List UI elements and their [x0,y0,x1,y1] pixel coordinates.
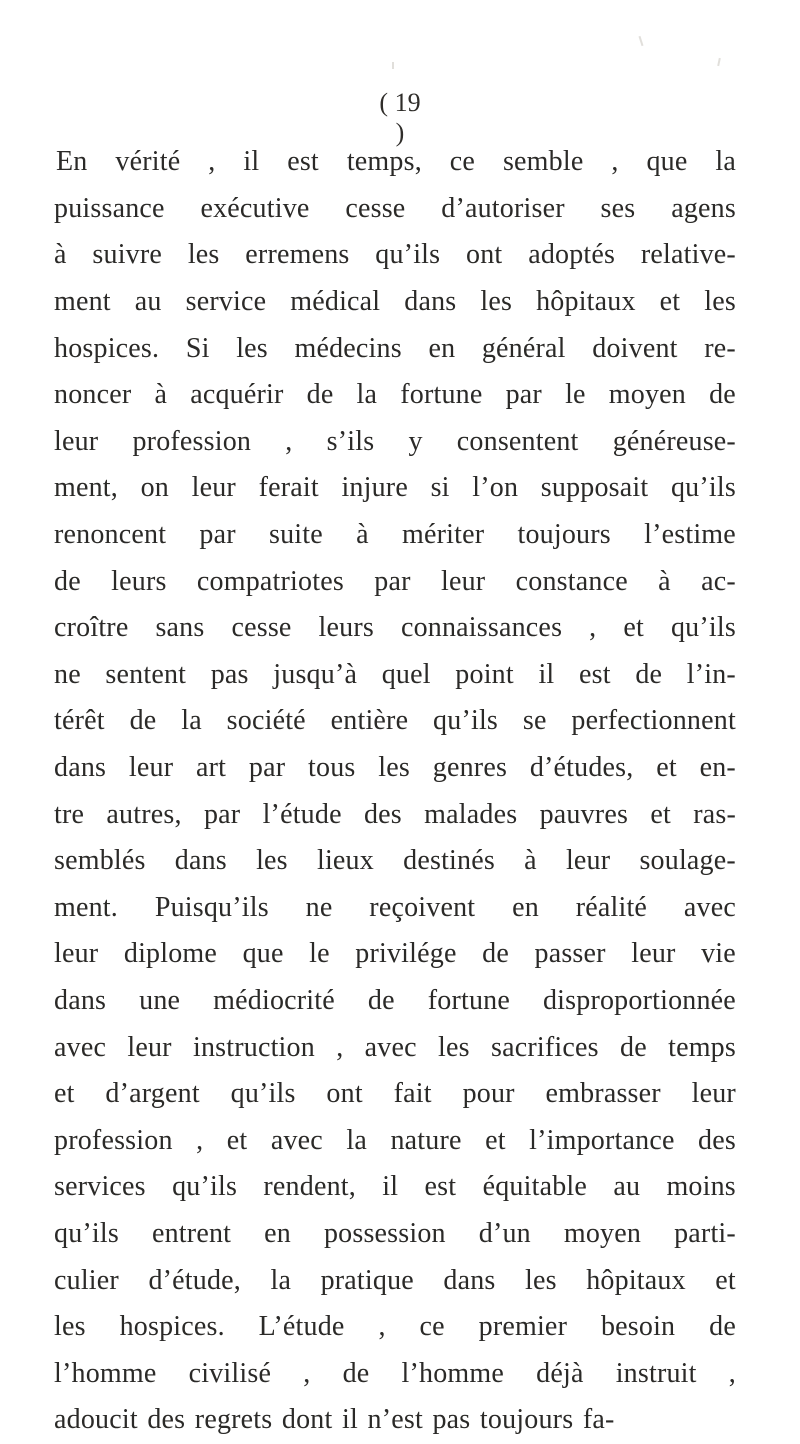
text-word: genres [432,752,508,784]
text-word: ses [600,192,636,224]
text-word: à [356,519,369,551]
text-word: hôpitaux [586,1264,686,1296]
text-word: malades [424,798,518,830]
text-word: en [264,1217,291,1249]
text-word: dont [281,1404,333,1436]
text-word: y [408,425,423,457]
text-word: pas [210,658,249,690]
text-word: que [646,146,688,178]
text-word: déjà [536,1357,584,1389]
text-word: le [565,379,586,411]
text-word: l’on [472,472,519,504]
text-word: médecins [294,332,402,364]
text-word: dans [404,286,457,318]
text-line [54,1117,736,1164]
text-word: sans [155,612,205,644]
text-word: leur [631,938,676,970]
text-word: équitable [482,1171,587,1203]
text-word: réalité [575,891,648,923]
text-word: de [482,938,509,970]
text-word: L’étude [258,1311,345,1343]
text-word: , [196,1124,204,1156]
text-word: constance [515,565,628,597]
text-word: de [709,1311,736,1343]
text-word: il [382,1171,399,1203]
text-word: temps [668,1031,736,1063]
text-word: noncer [54,379,132,411]
text-word: leur [440,565,486,597]
text-word: fortune [427,984,510,1016]
text-word: point [455,658,514,690]
text-word: leur [691,1078,736,1110]
text-word: diplome [123,938,218,970]
text-word: en [428,332,456,364]
text-word: n’est [367,1404,423,1436]
text-word: entière [330,705,409,737]
text-word: se [522,705,547,737]
text-word: Puisqu’ils [154,891,269,923]
text-word: qu’ils [54,1217,119,1249]
text-word: et [226,1124,248,1156]
text-word: et [54,1078,75,1110]
text-line [54,931,736,978]
text-word: vie [701,938,736,970]
text-word: il [342,1404,358,1436]
text-word: l’homme [54,1357,157,1389]
text-word: d’argent [105,1078,200,1110]
text-word: consentent [456,425,579,457]
text-line [54,558,736,605]
text-word: leur [54,938,99,970]
text-word: exécutive [200,192,310,224]
text-word: au [134,286,162,318]
text-word: cesse [345,192,406,224]
text-word: art [196,752,227,784]
text-word: toujours [479,1404,574,1436]
text-word: tous [308,752,356,784]
text-word: il [243,146,260,178]
text-word: , [303,1357,311,1389]
text-word: semblés [54,845,146,877]
text-word: moyen [563,1217,642,1249]
text-word: quel [381,658,431,690]
text-word: moins [666,1171,736,1203]
text-word: , [285,425,293,457]
text-word: ont [466,239,503,271]
page-number: ( 19 ) [379,88,421,147]
text-line [54,372,736,419]
text-word: de [129,705,157,737]
text-word: médical [290,286,381,318]
paper-speck-upper [392,62,394,69]
text-word: est [579,658,611,690]
text-word: mériter [402,519,485,551]
text-line [54,1397,736,1444]
text-word: à [54,239,67,271]
text-word: société [226,705,306,737]
text-word: on [140,472,170,504]
text-word: sentent [105,658,187,690]
text-word: culier [54,1264,119,1296]
text-word: nature [390,1124,462,1156]
text-word: , [208,146,216,178]
text-word: est [287,146,319,178]
text-line [54,1257,736,1304]
text-word: la [181,705,202,737]
text-word: la [346,1124,367,1156]
text-word: des [698,1124,736,1156]
text-word: qu’ils [670,472,736,504]
text-word: doivent [592,332,678,364]
text-word: instruit [615,1357,697,1389]
text-word: dans [174,845,227,877]
text-word: médiocrité [213,984,335,1016]
text-word: à [524,845,537,877]
text-word: ment, [54,472,118,504]
text-word: la [715,146,736,178]
text-word: l’étude [262,798,342,830]
text-word: profession [54,1124,173,1156]
text-line [54,232,736,279]
text-word: qu’ils [230,1078,296,1110]
text-word: rendent, [263,1171,356,1203]
text-word: d’autoriser [441,192,565,224]
text-word: relative- [640,239,736,271]
text-word: suite [269,519,323,551]
text-word: les [378,752,410,784]
text-word: Si [185,332,210,364]
text-word: à [154,379,168,411]
text-word: lieux [316,845,374,877]
text-line [54,745,736,792]
text-word: vérité [115,146,181,178]
text-word: qu’ils [375,239,441,271]
text-word: connaissances [400,612,563,644]
text-word: leur [128,752,174,784]
text-word: , [611,146,619,178]
text-line [54,605,736,652]
text-line [54,1071,736,1118]
text-word: avec [270,1124,323,1156]
text-line [54,1304,736,1351]
text-word: et [650,798,671,830]
text-word: hôpitaux [536,286,636,318]
text-word: généreuse- [612,425,736,457]
text-word: supposait [540,472,649,504]
text-word: injure [341,472,408,504]
text-word: , [589,612,597,644]
page-body-text [54,139,736,1444]
text-word: de [54,565,81,597]
text-word: par [505,379,542,411]
text-line [54,1211,736,1258]
text-word: toujours [517,519,611,551]
text-line [54,791,736,838]
paper-speck-top-right [717,58,721,66]
text-word: possession [323,1217,446,1249]
text-word: leur [191,472,236,504]
text-word: leur [565,845,611,877]
text-word: premier [478,1311,568,1343]
text-word: et [659,286,681,318]
text-word: d’étude, [148,1264,241,1296]
text-word: besoin [600,1311,676,1343]
text-word: ment [54,286,111,318]
text-word: ment. [54,891,118,923]
text-word: de [367,984,395,1016]
text-word: privilége [355,938,457,970]
text-line [54,652,736,699]
text-word: avec [54,1031,107,1063]
text-word: autres, [106,798,182,830]
text-word: et [485,1124,506,1156]
text-word: ras- [693,798,736,830]
text-word: fortune [400,379,483,411]
text-word: dans [443,1264,496,1296]
text-word: leur [127,1031,172,1063]
text-line [54,419,736,466]
text-word: de [635,658,663,690]
text-word: jusqu’à [273,658,358,690]
text-word: et [656,752,677,784]
text-word: d’un [478,1217,531,1249]
text-word: en- [699,752,736,784]
text-word: disproportionnée [542,984,736,1016]
text-word: il [538,658,555,690]
text-word: renoncent [54,519,167,551]
text-word: les [438,1031,470,1063]
text-word: croître [54,612,129,644]
text-word: tre [54,798,85,830]
text-word: ne [305,891,333,923]
text-word: ont [326,1078,363,1110]
text-word: agens [671,192,736,224]
text-word: sacrifices [491,1031,599,1063]
text-word: l’homme [401,1357,505,1389]
text-line [54,885,736,932]
text-word: destinés [403,845,495,877]
text-line [54,325,736,372]
text-word: des [363,798,402,830]
text-line [54,512,736,559]
text-word: adoptés [528,239,616,271]
text-word: la [356,379,378,411]
text-line [54,186,736,233]
text-word: les [525,1264,557,1296]
text-word: qu’ils [433,705,499,737]
text-word: la [270,1264,292,1296]
text-line [54,698,736,745]
text-word: perfectionnent [571,705,736,737]
text-word: les [236,332,268,364]
text-word: pas [432,1404,471,1436]
text-word: si [430,472,450,504]
text-word: puissance [54,192,165,224]
text-word: instruction [192,1031,315,1063]
text-word: ne [54,658,81,690]
text-word: pratique [320,1264,414,1296]
text-word: des [147,1404,186,1436]
text-word: par [374,565,411,597]
text-word: de [620,1031,647,1063]
text-word: temps, [346,146,422,178]
text-word: s’ils [326,425,375,457]
text-word: moyen [608,379,686,411]
text-word: civilisé [188,1357,272,1389]
text-word: et [623,612,644,644]
text-line [54,465,736,512]
text-word: service [185,286,267,318]
text-word: dans [54,752,107,784]
text-word: regrets [194,1404,273,1436]
text-word: fa- [582,1404,615,1436]
text-word: de [342,1357,370,1389]
text-word: cesse [231,612,292,644]
text-word: l’importance [529,1124,675,1156]
text-word: hospices. [119,1311,225,1343]
text-word: à [658,565,671,597]
text-word: ce [449,146,476,178]
text-word: térêt [54,705,105,737]
text-word: reçoivent [369,891,476,923]
text-word: acquérir [190,379,284,411]
text-word: ferait [258,472,319,504]
text-word: les [256,845,288,877]
text-word: leurs [318,612,374,644]
text-word: les [54,1311,86,1343]
text-word: au [613,1171,641,1203]
text-word: pour [462,1078,515,1110]
text-word: ac- [701,565,736,597]
text-line [54,1024,736,1071]
text-word: de [306,379,334,411]
text-word: par [203,798,241,830]
text-word: , [378,1311,386,1343]
text-word: fait [393,1078,432,1110]
text-word: avec [683,891,736,923]
text-word: que [242,938,284,970]
text-word: adoucit [54,1404,138,1436]
text-word: embrasser [545,1078,661,1110]
text-line [54,1350,736,1397]
text-word: l’in- [686,658,736,690]
text-word: qu’ils [670,612,736,644]
text-word: suivre [92,239,163,271]
text-word: par [248,752,286,784]
text-word: , [728,1357,736,1389]
text-word: une [139,984,181,1016]
text-word: leurs [111,565,167,597]
text-word: profession [132,425,252,457]
text-word: En [56,146,88,178]
text-word: d’études, [529,752,634,784]
paper-speck-top [639,36,644,46]
text-word: leur [54,425,99,457]
text-word: services [54,1171,146,1203]
text-word: général [481,332,566,364]
text-word: passer [534,938,606,970]
text-word: les [187,239,220,271]
text-word: compatriotes [196,565,344,597]
text-word: l’estime [644,519,736,551]
text-word: avec [364,1031,417,1063]
text-word: les [704,286,736,318]
text-word: dans [54,984,107,1016]
text-word: et [715,1264,736,1296]
text-line [54,1164,736,1211]
text-word: soulage- [639,845,736,877]
text-word: par [199,519,236,551]
text-line [54,279,736,326]
text-line [54,978,736,1025]
text-word: hospices. [54,332,160,364]
text-word: est [424,1171,457,1203]
text-word: en [512,891,539,923]
text-word: entrent [151,1217,232,1249]
text-word: le [309,938,330,970]
text-word: de [709,379,736,411]
text-word: semble [502,146,584,178]
text-line [54,838,736,885]
text-word: re- [704,332,736,364]
text-word: , [336,1031,344,1063]
text-word: erremens [245,239,350,271]
text-word: pauvres [539,798,629,830]
text-word: parti- [674,1217,736,1249]
text-word: les [480,286,513,318]
text-word: ce [419,1311,445,1343]
text-word: qu’ils [172,1171,238,1203]
text-line [54,139,736,186]
